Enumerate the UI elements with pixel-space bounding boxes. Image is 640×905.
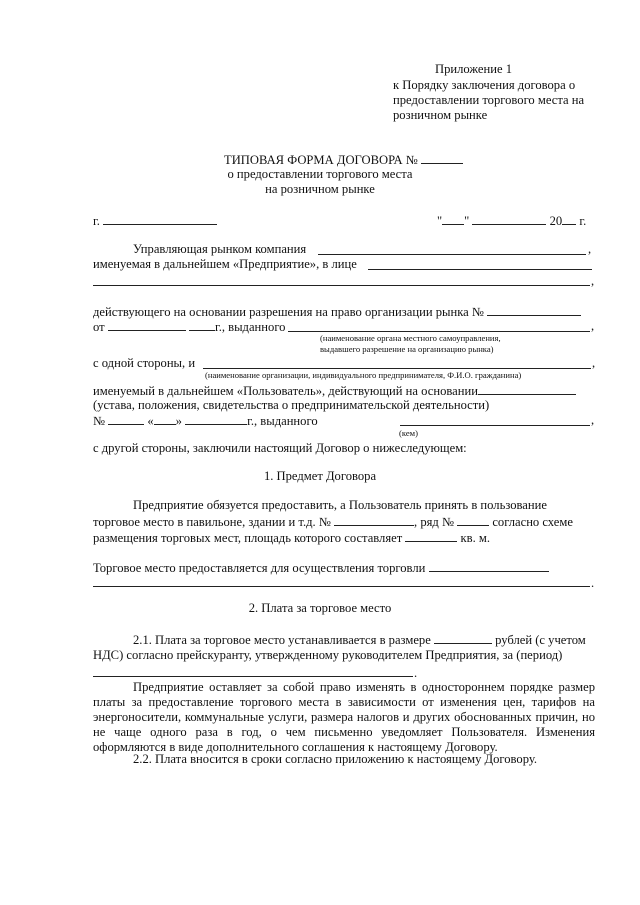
note-user: (наименование организации, индивидуального предпринимателя, Ф.И.О. гражданина) [205,370,522,380]
period-line [93,676,413,677]
page-title: ТИПОВАЯ ФОРМА ДОГОВОРА № [224,152,463,168]
doc-issuer-line [400,425,590,426]
comma: , [591,319,595,333]
basis-list: (устава, положения, свидетельства о предпринимательской деятельности) [93,398,490,412]
section-2-p2: Предприятие оставляет за собой право изменять в одностороннем порядке размер платы за предоставление торгового места в зависимости от изменения цен, тарифов на энергоносители, коммунальные услуги, размера налогов и других обоснованных причин, но не чаще одного раза в год, о чем письменно уведомляет Пользователя. Изменения оформляются в виде дополнительного соглашения к настоящему Договору. [93,680,595,754]
note-by: (кем) [399,428,418,438]
annex-line-1: к Порядку заключения договора о [393,78,576,92]
section-1-p2: Торговое место предоставляется для осуществления торговли [93,560,549,576]
section-1-p1-line-2: торговое место в павильоне, здании и т.д. № , ряд № согласно схеме [93,515,573,529]
permit-date-field: от г., выданного [93,320,286,334]
representative-line [368,269,592,270]
period: . [414,666,418,680]
section-1-title: 1. Предмет Договора [263,469,377,483]
page-subtitle-1: о предоставлении торгового места [227,167,413,181]
company-label: Управляющая рынком компания [133,242,307,256]
comma: , [591,413,595,427]
permit-issuer-line [288,331,590,332]
annex-line-3: розничном рынке [393,108,488,122]
company-name-line [318,254,586,255]
one-side-label: с одной стороны, и [93,356,196,370]
section-2-title: 2. Плата за торговое место [248,601,392,615]
period: . [591,576,595,590]
named-as-label: именуемая в дальнейшем «Предприятие», в лице [93,257,357,271]
page-subtitle-2: на розничном рынке [265,182,375,196]
comma: , [592,356,596,370]
user-name-line [203,368,591,369]
comma: , [588,242,592,256]
other-side-text: с другой стороны, заключили настоящий Договор о нижеследующем: [93,441,467,455]
annex-line-2: предоставлении торгового места на [393,93,585,107]
note-org-2: выдавшего разрешение на организацию рынка) [320,344,494,354]
doc-number-field: № « » г., выданного [93,414,318,428]
section-2-p1-line-1: 2.1. Плата за торговое место устанавливается в размере рублей (с учетом [133,633,586,647]
section-1-p1-line-3: размещения торговых мест, площадь которого составляет кв. м. [93,531,491,545]
date-field: " " 20 г. [437,214,587,228]
note-org-1: (наименование органа местного самоуправления, [320,333,501,343]
annex-title: Приложение 1 [435,62,513,76]
section-2-p3: 2.2. Плата вносится в сроки согласно приложению к настоящему Договору. [133,752,538,766]
user-named-label: именуемый в дальнейшем «Пользователь», действующий на основании [93,383,576,399]
city-field: г. [93,213,217,229]
comma: , [591,274,595,288]
section-1-p1-line-1: Предприятие обязуется предоставить, а Пользователь принять в пользование [133,498,547,512]
representative-line-2 [93,285,590,286]
acting-basis-label: действующего на основании разрешения на право организации рынка № [93,304,581,320]
trade-type-line [93,586,590,587]
section-2-p1-line-2: НДС) согласно прейскуранту, утвержденному руководителем Предприятия, за (период) [93,648,563,662]
